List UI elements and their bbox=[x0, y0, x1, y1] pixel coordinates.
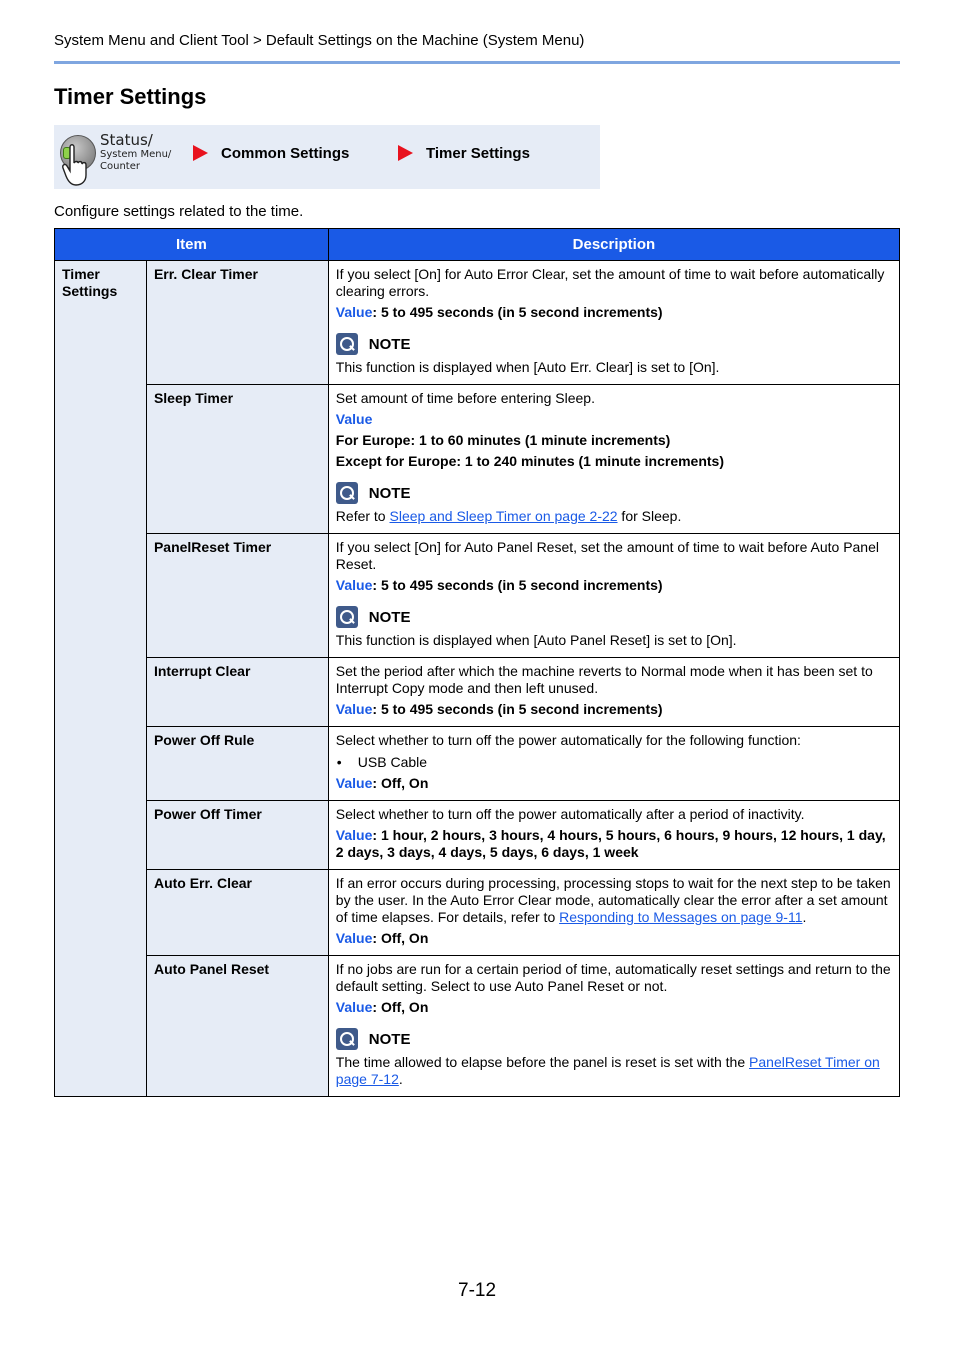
value-text: : 5 to 495 seconds (in 5 second increments) bbox=[372, 304, 663, 320]
group-cell: Timer Settings bbox=[55, 261, 147, 1097]
nav-step-common-settings bbox=[193, 145, 349, 162]
nav-step-timer-settings bbox=[398, 145, 530, 162]
note-label: NOTE bbox=[368, 608, 411, 626]
column-header-description: Description bbox=[328, 229, 899, 261]
table-row bbox=[55, 801, 900, 870]
note-text-post: for Sleep. bbox=[617, 508, 682, 524]
page-title: Timer Settings bbox=[54, 84, 207, 109]
value-text: : Off, On bbox=[372, 775, 429, 791]
item-cell: Power Off Rule bbox=[146, 727, 328, 801]
table-header-row bbox=[55, 229, 900, 261]
panelreset-timer-link[interactable]: PanelReset Timer on page 7-12 bbox=[335, 1054, 880, 1087]
item-cell: Interrupt Clear bbox=[146, 658, 328, 727]
navigation-path bbox=[54, 125, 600, 189]
value-text: : Off, On bbox=[372, 930, 429, 946]
description-text-post: . bbox=[802, 909, 807, 925]
nav-step-label: Common Settings bbox=[221, 145, 350, 162]
item-cell: Auto Panel Reset bbox=[146, 956, 328, 1097]
table-row bbox=[55, 956, 900, 1097]
note-text-pre: Refer to bbox=[335, 508, 390, 524]
description-text: Set the period after which the machine reverts to Normal mode when it has been set to Interrupt Copy mode and then left unused. bbox=[335, 663, 873, 696]
note-text: This function is displayed when [Auto Err. Clear] is set to [On]. bbox=[335, 359, 720, 375]
table-row bbox=[55, 870, 900, 956]
value-text: : 5 to 495 seconds (in 5 second increments) bbox=[372, 577, 663, 593]
value-label: Value bbox=[335, 999, 373, 1015]
red-arrow-icon bbox=[193, 145, 208, 161]
value-label: Value bbox=[335, 411, 373, 427]
description-cell bbox=[328, 658, 899, 727]
description-cell bbox=[328, 534, 899, 658]
value-europe: For Europe: 1 to 60 minutes (1 minute increments) bbox=[335, 432, 671, 448]
table-row bbox=[55, 385, 900, 534]
description-text-pre: If an error occurs during processing, processing stops to wait for the next step to be taken by the user. In the Auto Error Clear mode, automatically clear the error after a set amount of time elapses. For details, refer to bbox=[335, 875, 891, 925]
description-text: Select whether to turn off the power automatically after a period of inactivity. bbox=[335, 806, 805, 822]
value-line bbox=[336, 701, 892, 718]
timer-settings-table bbox=[54, 228, 900, 1097]
value-except-europe: Except for Europe: 1 to 240 minutes (1 minute increments) bbox=[335, 453, 724, 469]
value-label: Value bbox=[335, 701, 373, 717]
header-rule bbox=[54, 61, 900, 64]
description-cell bbox=[328, 727, 899, 801]
description-cell bbox=[328, 385, 899, 534]
value-line bbox=[336, 827, 892, 861]
key-label-line1: System Menu/ bbox=[100, 149, 172, 160]
value-text: : Off, On bbox=[372, 999, 429, 1015]
value-line bbox=[336, 577, 892, 594]
intro-text: Configure settings related to the time. bbox=[54, 203, 304, 220]
value-line bbox=[336, 999, 892, 1016]
description-cell bbox=[328, 956, 899, 1097]
note-text bbox=[336, 508, 892, 525]
column-header-item: Item bbox=[55, 229, 329, 261]
red-arrow-icon bbox=[398, 145, 413, 161]
note-label: NOTE bbox=[368, 484, 411, 502]
description-text: If you select [On] for Auto Error Clear, set the amount of time to wait before automatically clearing errors. bbox=[335, 266, 885, 299]
table-row bbox=[55, 658, 900, 727]
description-cell bbox=[328, 261, 899, 385]
description-text bbox=[336, 875, 892, 926]
note-label: NOTE bbox=[368, 1030, 411, 1048]
value-line bbox=[336, 411, 892, 428]
item-cell: PanelReset Timer bbox=[146, 534, 328, 658]
note-icon bbox=[336, 1028, 358, 1050]
item-cell: Sleep Timer bbox=[146, 385, 328, 534]
value-line bbox=[336, 775, 892, 792]
note-heading bbox=[336, 606, 892, 628]
table-row bbox=[55, 534, 900, 658]
responding-to-messages-link[interactable]: Responding to Messages on page 9-11 bbox=[559, 909, 803, 925]
note-text bbox=[336, 1054, 892, 1088]
note-icon bbox=[336, 333, 358, 355]
status-key-icon bbox=[58, 129, 188, 185]
status-key-label: Status/ bbox=[100, 131, 153, 149]
hand-pointer-icon bbox=[62, 141, 102, 189]
value-label: Value bbox=[335, 930, 373, 946]
key-label-line2: Counter bbox=[100, 161, 140, 172]
table-row bbox=[55, 261, 900, 385]
note-icon bbox=[336, 606, 358, 628]
value-label: Value bbox=[335, 827, 373, 843]
nav-step-label: Timer Settings bbox=[426, 145, 530, 162]
value-line bbox=[336, 304, 892, 321]
note-text-pre: The time allowed to elapse before the panel is reset is set with the bbox=[335, 1054, 750, 1070]
sleep-timer-link[interactable]: Sleep and Sleep Timer on page 2-22 bbox=[389, 508, 618, 524]
value-text: : 5 to 495 seconds (in 5 second increments) bbox=[372, 701, 663, 717]
description-cell bbox=[328, 870, 899, 956]
value-line bbox=[336, 930, 892, 947]
running-header: System Menu and Client Tool > Default Settings on the Machine (System Menu) bbox=[54, 32, 585, 49]
page-number: 7-12 bbox=[458, 1280, 497, 1301]
note-label: NOTE bbox=[368, 335, 411, 353]
value-label: Value bbox=[335, 304, 373, 320]
description-cell bbox=[328, 801, 899, 870]
bullet-item: • USB Cable bbox=[336, 754, 892, 771]
item-cell: Err. Clear Timer bbox=[146, 261, 328, 385]
note-heading bbox=[336, 482, 892, 504]
item-cell: Power Off Timer bbox=[146, 801, 328, 870]
value-text: : 1 hour, 2 hours, 3 hours, 4 hours, 5 hours, 6 hours, 9 hours, 12 hours, 1 day, 2 days, 3 days, 4 days, 5 days, 6 days, 1 week bbox=[335, 827, 886, 860]
item-cell: Auto Err. Clear bbox=[146, 870, 328, 956]
note-heading bbox=[336, 333, 892, 355]
value-label: Value bbox=[335, 775, 373, 791]
table-row bbox=[55, 727, 900, 801]
system-menu-key-label bbox=[100, 149, 171, 173]
note-icon bbox=[336, 482, 358, 504]
note-heading bbox=[336, 1028, 892, 1050]
note-text-post: . bbox=[398, 1071, 403, 1087]
value-label: Value bbox=[335, 577, 373, 593]
description-text: Set amount of time before entering Sleep. bbox=[335, 390, 595, 406]
description-text: If you select [On] for Auto Panel Reset, set the amount of time to wait before Auto Panel Reset. bbox=[335, 539, 879, 572]
description-text: Select whether to turn off the power automatically for the following function: bbox=[335, 732, 801, 748]
description-text: If no jobs are run for a certain period of time, automatically reset settings and return to the default setting. Select to use Auto Panel Reset or not. bbox=[335, 961, 891, 994]
note-text: This function is displayed when [Auto Panel Reset] is set to [On]. bbox=[335, 632, 737, 648]
